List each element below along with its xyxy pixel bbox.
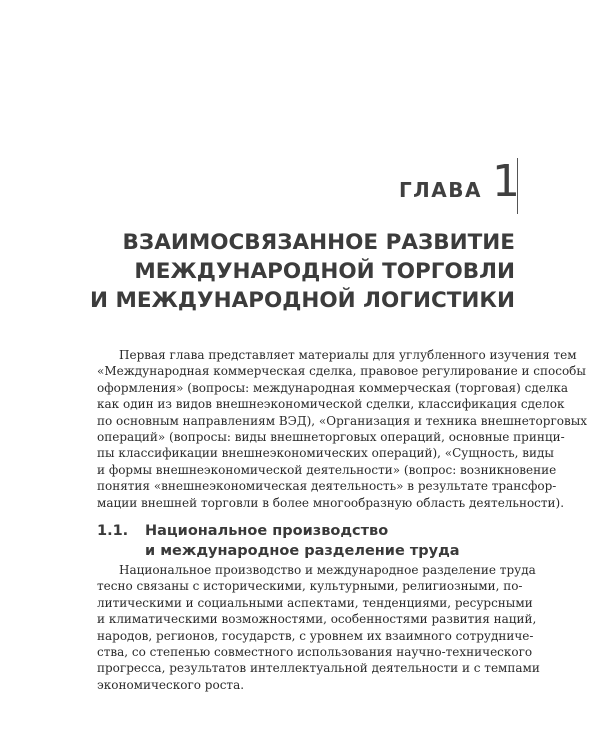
section-number: 1.1. xyxy=(97,523,129,539)
text-line: по основным направлениям ВЭД), «Организация и техника внешнеторговых xyxy=(97,413,588,428)
section-title xyxy=(145,521,460,561)
text-line: Первая глава представляет материалы для углубленного изучения тем xyxy=(119,348,577,362)
text-line: Национальное производство и международное разделение труда xyxy=(119,563,536,577)
text-line: и климатическими возможностями, особенностями развития наций, xyxy=(97,612,537,627)
chapter-title xyxy=(60,228,515,315)
text-line: ства, со степенью совместного использования научно-технического xyxy=(97,645,533,660)
chapter-divider xyxy=(517,158,518,214)
section-title-line: Национальное производство xyxy=(145,523,389,539)
chapter-title-line: МЕЖДУНАРОДНОЙ ТОРГОВЛИ xyxy=(134,259,515,284)
text-line: пы классификации внешнеэкономических операций), «Сущность, виды xyxy=(97,446,554,461)
text-line: литическими и социальными аспектами, тенденциями, ресурсными xyxy=(97,595,533,610)
intro-paragraph xyxy=(97,347,588,511)
text-line: как один из видов внешнеэкономической сделки, классификация сделок xyxy=(97,397,565,412)
text-line: и формы внешнеэкономической деятельности» (вопрос: возникновение xyxy=(97,462,557,477)
text-line: «Международная коммерческая сделка, правовое регулирование и способы xyxy=(97,364,586,379)
text-line: тесно связаны с историческими, культурными, религиозными, по- xyxy=(97,579,523,594)
chapter-label: ГЛАВА xyxy=(398,178,482,202)
body-paragraph xyxy=(97,562,540,693)
text-line: оформления» (вопросы: международная коммерческая (торговая) сделка xyxy=(97,380,569,395)
text-line: операций» (вопросы: виды внешнеторговых операций, основные принци- xyxy=(97,430,565,445)
chapter-title-line: И МЕЖДУНАРОДНОЙ ЛОГИСТИКИ xyxy=(89,288,515,313)
text-line: прогресса, результатов интеллектуальной деятельности и с темпами xyxy=(97,661,540,676)
chapter-number: 1 xyxy=(492,156,520,207)
chapter-title-line: ВЗАИМОСВЯЗАННОЕ РАЗВИТИЕ xyxy=(122,230,515,255)
text-line: экономического роста. xyxy=(97,677,245,692)
text-line: понятия «внешнеэкономическая деятельность» в результате трансфор- xyxy=(97,479,557,494)
text-line: мации внешней торговли в более многообразную область деятельности). xyxy=(97,495,565,510)
text-line: народов, регионов, государств, с уровнем их взаимного сотрудниче- xyxy=(97,628,534,643)
chapter-heading xyxy=(0,156,520,207)
section-title-line: и международное разделение труда xyxy=(145,543,460,559)
